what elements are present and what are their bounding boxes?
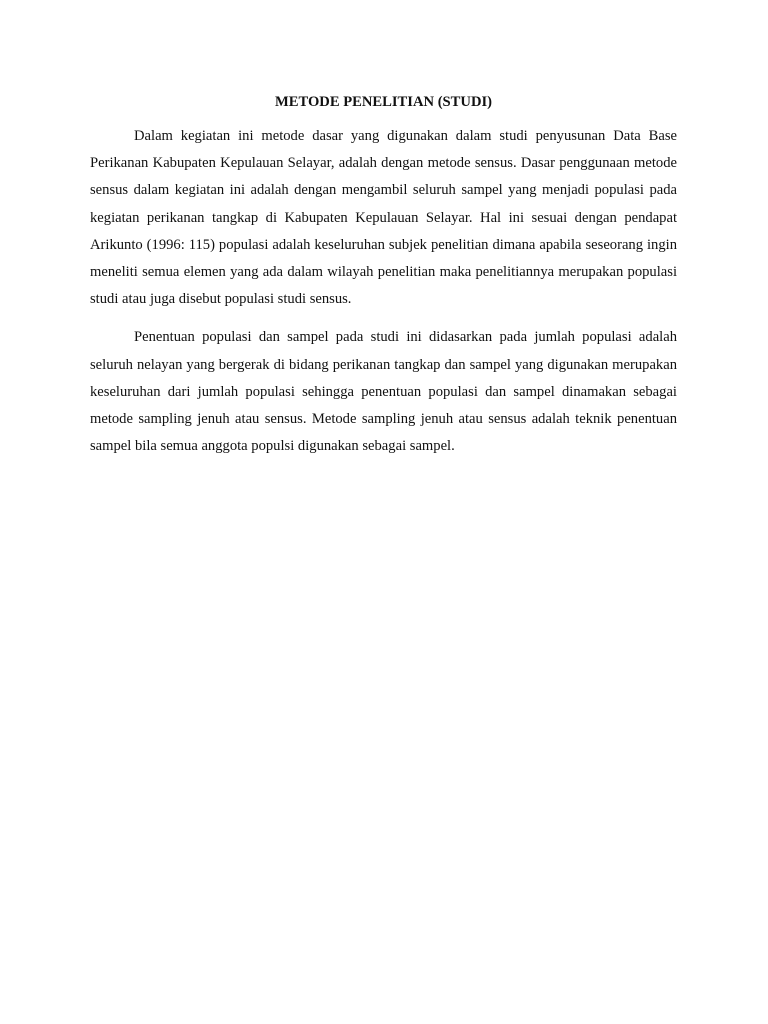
paragraph-1: Dalam kegiatan ini metode dasar yang digunakan dalam studi penyusunan Data Base Perikanan Kabupaten Kepulauan Selayar, adalah dengan metode sensus. Dasar penggunaan metode sensus dalam kegiatan ini adalah dengan mengambil seluruh sampel yang menjadi populasi pada kegiatan perikanan tangkap di Kabupaten Kepulauan Selayar. Hal ini sesuai dengan pendapat Arikunto (1996: 115) populasi adalah keseluruhan subjek penelitian dimana apabila seseorang ingin meneliti semua elemen yang ada dalam wilayah penelitian maka penelitiannya merupakan populasi studi atau juga disebut populasi studi sensus. <box>90 128 677 308</box>
document-content <box>90 90 677 471</box>
paragraph-2: Penentuan populasi dan sampel pada studi ini didasarkan pada jumlah populasi adalah seluruh nelayan yang bergerak di bidang perikanan tangkap dan sampel yang digunakan merupakan keseluruhan dari jumlah populasi sehingga penentuan populasi dan sampel dinamakan sebagai metode sampling jenuh atau sensus. Metode sampling jenuh atau sensus adalah teknik penentuan sampel bila semua anggota populsi digunakan sebagai sampel. <box>90 329 677 455</box>
page-title: METODE PENELITIAN (STUDI) <box>274 94 493 110</box>
